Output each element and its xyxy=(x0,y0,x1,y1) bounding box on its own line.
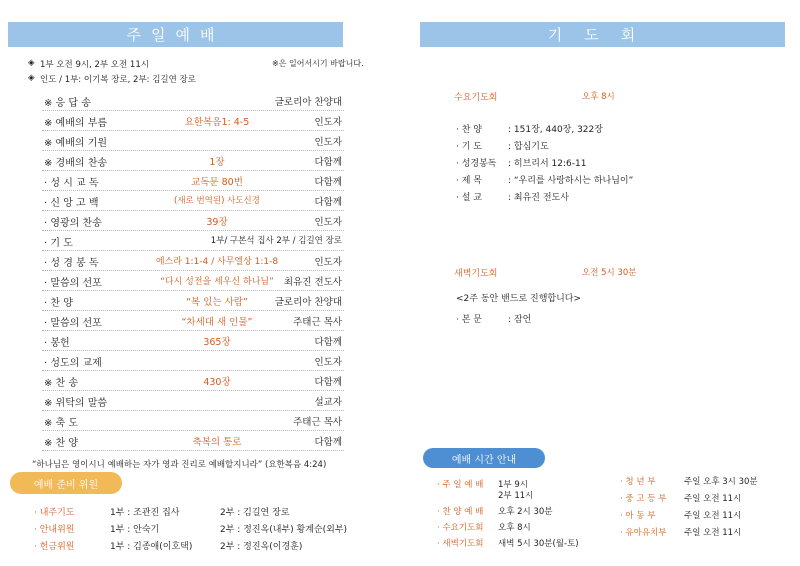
committee-second: 2부 : 정진옥(내부) 황계순(외부) xyxy=(220,525,348,535)
order-detail: 요한복음1: 4-5 xyxy=(184,117,250,128)
order-label: ※ 예배의 부름 xyxy=(44,118,108,129)
order-label: · 찬 양 xyxy=(44,298,73,309)
order-detail: “차세대 새 인물” xyxy=(181,317,253,328)
schedule-value: 주일 오전 11시 xyxy=(684,528,742,538)
worship-header: 주일예배 xyxy=(8,22,343,47)
schedule-value: 1부 9시 xyxy=(498,480,528,490)
detail-value: : 합심기도 xyxy=(508,142,549,152)
order-detail: 교독문 80번 xyxy=(191,177,243,188)
order-row xyxy=(42,130,344,151)
order-row xyxy=(42,250,344,271)
detail-value: : 151장, 440장, 322장 xyxy=(508,125,603,135)
order-label: ※ 축 도 xyxy=(44,418,79,429)
order-label: · 기 도 xyxy=(44,238,73,249)
order-detail: 축복의 통로 xyxy=(192,437,242,448)
service-times: 1부 오전 9시, 2부 오전 11시 xyxy=(40,60,149,70)
order-row xyxy=(42,270,344,291)
order-row xyxy=(42,350,344,371)
detail-key: · 제 목 xyxy=(456,176,482,186)
scripture-verse: “하나님은 영이시니 예배하는 자가 영과 진리로 예배할지니라” (요한복음 4:24) xyxy=(32,460,327,470)
wednesday-time: 오후 8시 xyxy=(582,92,615,102)
standing-notice: ※은 일어서시기 바랍니다. xyxy=(272,59,364,68)
order-label: · 봉헌 xyxy=(44,338,70,349)
order-detail: 에스라 1:1-4 / 사무엘상 1:1-8 xyxy=(155,257,279,267)
schedule-key: · 아 동 부 xyxy=(620,511,656,521)
order-detail: 1장 xyxy=(209,157,225,168)
order-leader: 다함께 xyxy=(314,157,342,168)
order-detail: 39장 xyxy=(206,217,228,228)
committee-first: 1부 : 김종애(이호택) xyxy=(110,542,193,552)
order-leader: 글로리아 찬양대 xyxy=(274,297,342,308)
committee-second: 2부 : 정진옥(이경훈) xyxy=(220,542,303,552)
schedule-key: · 중 고 등 부 xyxy=(620,494,667,504)
order-label: · 성도의 교제 xyxy=(44,358,102,369)
order-row xyxy=(42,330,344,351)
order-detail: (새로 번역된) 사도신경 xyxy=(174,196,260,206)
detail-key: · 찬 양 xyxy=(456,125,482,135)
committee-role: · 안내위원 xyxy=(34,525,75,535)
order-row xyxy=(42,150,344,171)
schedule-value: 주일 오전 11시 xyxy=(684,494,742,504)
order-leader: 다함께 xyxy=(314,177,342,188)
order-label: · 성 시 교 독 xyxy=(44,178,99,189)
detail-key: · 성경봉독 xyxy=(456,159,497,169)
diamond-icon: ◈ xyxy=(28,73,35,83)
order-leader: 다함께 xyxy=(314,377,342,388)
committee-second: 2부 : 김길연 장로 xyxy=(220,508,290,518)
order-leader: 인도자 xyxy=(314,357,342,368)
order-row xyxy=(42,110,344,131)
schedule-value: 오후 2시 30분 xyxy=(498,507,553,517)
order-leader: 다함께 xyxy=(314,337,342,348)
order-row xyxy=(42,210,344,231)
detail-value: : 히브리서 12:6-11 xyxy=(508,159,587,169)
order-leader: 최유진 전도사 xyxy=(283,277,342,288)
order-leader: 인도자 xyxy=(314,217,342,228)
order-row xyxy=(42,310,344,331)
order-row xyxy=(42,230,344,251)
order-row xyxy=(42,390,344,411)
order-leader: 인도자 xyxy=(314,257,342,268)
order-detail: “복 있는 사람” xyxy=(186,297,248,308)
detail-value: : “우리를 사랑하시는 하나님이” xyxy=(508,176,634,186)
order-leader: 다함께 xyxy=(314,197,342,208)
committee-role: · 헌금위원 xyxy=(34,542,75,552)
dawn-title: 새벽기도회 xyxy=(454,269,498,279)
schedule-value: 새벽 5시 30분(월-토) xyxy=(498,539,579,549)
order-leader: 인도자 xyxy=(314,117,342,128)
schedule-value: 오후 8시 xyxy=(498,523,531,533)
schedule-title: 예배 시간 안내 xyxy=(423,448,545,468)
detail-value: : 최유진 전도사 xyxy=(508,193,569,203)
committee-role: · 내주기도 xyxy=(34,508,75,518)
order-label: ※ 예배의 기원 xyxy=(44,138,108,149)
schedule-value: 주일 오전 11시 xyxy=(684,511,742,521)
order-row xyxy=(42,430,344,451)
schedule-key: · 청 년 부 xyxy=(620,477,656,487)
order-label: ※ 찬 양 xyxy=(44,438,79,449)
detail-key: · 기 도 xyxy=(456,142,482,152)
diamond-icon: ◈ xyxy=(28,58,35,68)
detail-key: · 본 문 xyxy=(456,315,482,325)
order-leader: 설교자 xyxy=(314,397,342,408)
schedule-key: · 찬 양 예 배 xyxy=(437,507,484,517)
detail-value: : 잠언 xyxy=(508,315,532,325)
order-label: ※ 위탁의 말씀 xyxy=(44,398,108,409)
schedule-key: · 수요기도회 xyxy=(437,523,484,533)
schedule-key: · 새벽기도회 xyxy=(437,539,484,549)
dawn-time: 오전 5시 30분 xyxy=(582,268,637,278)
service-leaders: 인도 / 1부: 이기복 장로, 2부: 김길연 장로 xyxy=(40,75,196,85)
committee-title: 예배 준비 위원 xyxy=(10,472,122,494)
order-row xyxy=(42,290,344,311)
order-row xyxy=(42,170,344,191)
order-detail: 430장 xyxy=(203,377,231,388)
committee-first: 1부 : 조관진 집사 xyxy=(110,508,180,518)
order-leader: 1부/ 구본석 집사 2부 / 김길연 장로 xyxy=(210,236,342,246)
schedule-key: · 유아유치부 xyxy=(620,528,667,538)
wednesday-title: 수요기도회 xyxy=(454,93,498,103)
order-label: · 성 경 봉 독 xyxy=(44,258,99,269)
order-row xyxy=(42,370,344,391)
schedule-value: 주일 오후 3시 30분 xyxy=(684,477,758,487)
dawn-note: <2주 동안 밴드로 진행합니다> xyxy=(456,294,582,304)
order-label: ※ 경배의 찬송 xyxy=(44,158,108,169)
order-label: ※ 응 답 송 xyxy=(44,98,91,109)
order-row xyxy=(42,190,344,211)
order-detail: “다시 성전을 세우신 하나님” xyxy=(160,277,274,287)
order-label: · 말씀의 선포 xyxy=(44,278,102,289)
order-row xyxy=(42,410,344,431)
committee-first: 1부 : 안숙기 xyxy=(110,525,160,535)
detail-key: · 설 교 xyxy=(456,193,482,203)
order-leader: 글로리아 찬양대 xyxy=(274,97,342,108)
order-leader: 주태근 목사 xyxy=(293,417,342,428)
order-label: · 영광의 찬송 xyxy=(44,218,102,229)
order-row xyxy=(42,90,344,111)
schedule-value: 2부 11시 xyxy=(498,491,534,501)
order-detail: 365장 xyxy=(203,337,231,348)
schedule-key: · 주 일 예 배 xyxy=(437,480,484,490)
order-label: · 신 앙 고 백 xyxy=(44,198,99,209)
order-label: ※ 찬 송 xyxy=(44,378,79,389)
order-label: · 말씀의 선포 xyxy=(44,318,102,329)
order-leader: 주태근 목사 xyxy=(293,317,342,328)
order-leader: 인도자 xyxy=(314,137,342,148)
order-leader: 다함께 xyxy=(314,437,342,448)
prayer-header: 기도회 xyxy=(420,22,785,47)
